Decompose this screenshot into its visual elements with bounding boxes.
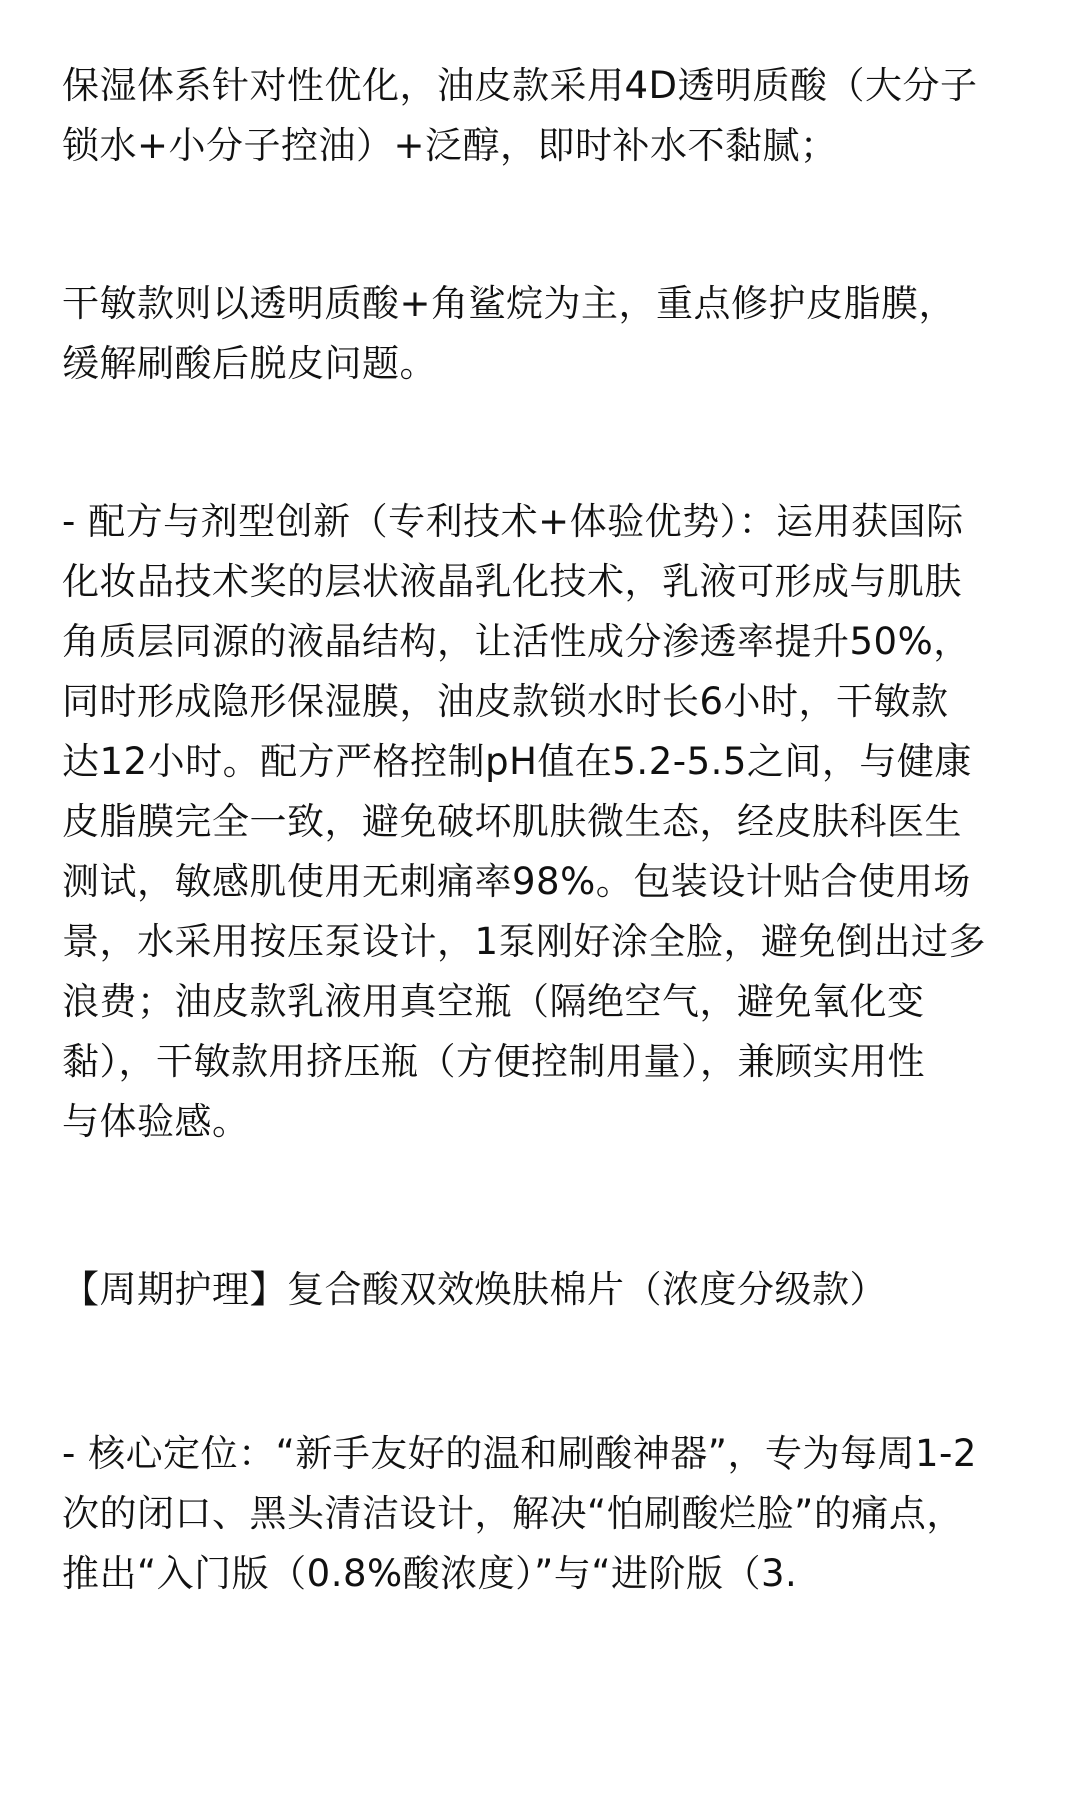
text-line: 测试，敏感肌使用无刺痛率98%。包装设计贴合使用场 (62, 860, 971, 903)
text-line: 化妆品技术奖的层状液晶乳化技术，乳液可形成与肌肤 (62, 560, 962, 603)
paragraph-moisturizing-system (62, 56, 1042, 176)
text-line: 推出“入门版（0.8%酸浓度）”与“进阶版（3. (62, 1552, 798, 1595)
text-line: 黏），干敏款用挤压瓶（方便控制用量），兼顾实用性 (62, 1040, 925, 1083)
text-line: 与体验感。 (62, 1100, 250, 1143)
document-body (62, 56, 1042, 1604)
paragraph-core-positioning (62, 1424, 1042, 1604)
paragraph-spacer (62, 394, 1042, 492)
text-line: 次的闭口、黑头清洁设计，解决“怕刷酸烂脸”的痛点， (62, 1492, 964, 1535)
text-line: 同时形成隐形保湿膜，油皮款锁水时长6小时，干敏款 (62, 680, 949, 723)
text-line: 缓解刷酸后脱皮问题。 (62, 342, 437, 385)
paragraph-dry-sensitive (62, 274, 1042, 394)
section-heading-periodic-care (62, 1260, 1042, 1320)
text-line: 皮脂膜完全一致，避免破坏肌肤微生态，经皮肤科医生 (62, 800, 962, 843)
text-line: 达12小时。配方严格控制pH值在5.2-5.5之间，与健康 (62, 740, 972, 783)
section-heading: 【周期护理】复合酸双效焕肤棉片（浓度分级款） (62, 1268, 887, 1311)
text-line: 锁水+小分子控油）+泛醇，即时补水不黏腻； (62, 124, 838, 167)
paragraph-spacer (62, 1152, 1042, 1260)
paragraph-spacer (62, 1320, 1042, 1424)
text-line: 干敏款则以透明质酸+角鲨烷为主，重点修护皮脂膜， (62, 282, 957, 325)
paragraph-spacer (62, 176, 1042, 274)
text-line: - 配方与剂型创新（专利技术+体验优势）：运用获国际 (62, 500, 964, 543)
text-line: 角质层同源的液晶结构，让活性成分渗透率提升50%， (62, 620, 971, 663)
paragraph-formula-innovation (62, 492, 1042, 1152)
text-line: 保湿体系针对性优化，油皮款采用4D透明质酸（大分子 (62, 64, 978, 107)
text-line: 浪费；油皮款乳液用真空瓶（隔绝空气，避免氧化变 (62, 980, 925, 1023)
text-line: 景，水采用按压泵设计，1泵刚好涂全脸，避免倒出过多 (62, 920, 987, 963)
text-line: - 核心定位：“新手友好的温和刷酸神器”，专为每周1-2 (62, 1432, 977, 1475)
